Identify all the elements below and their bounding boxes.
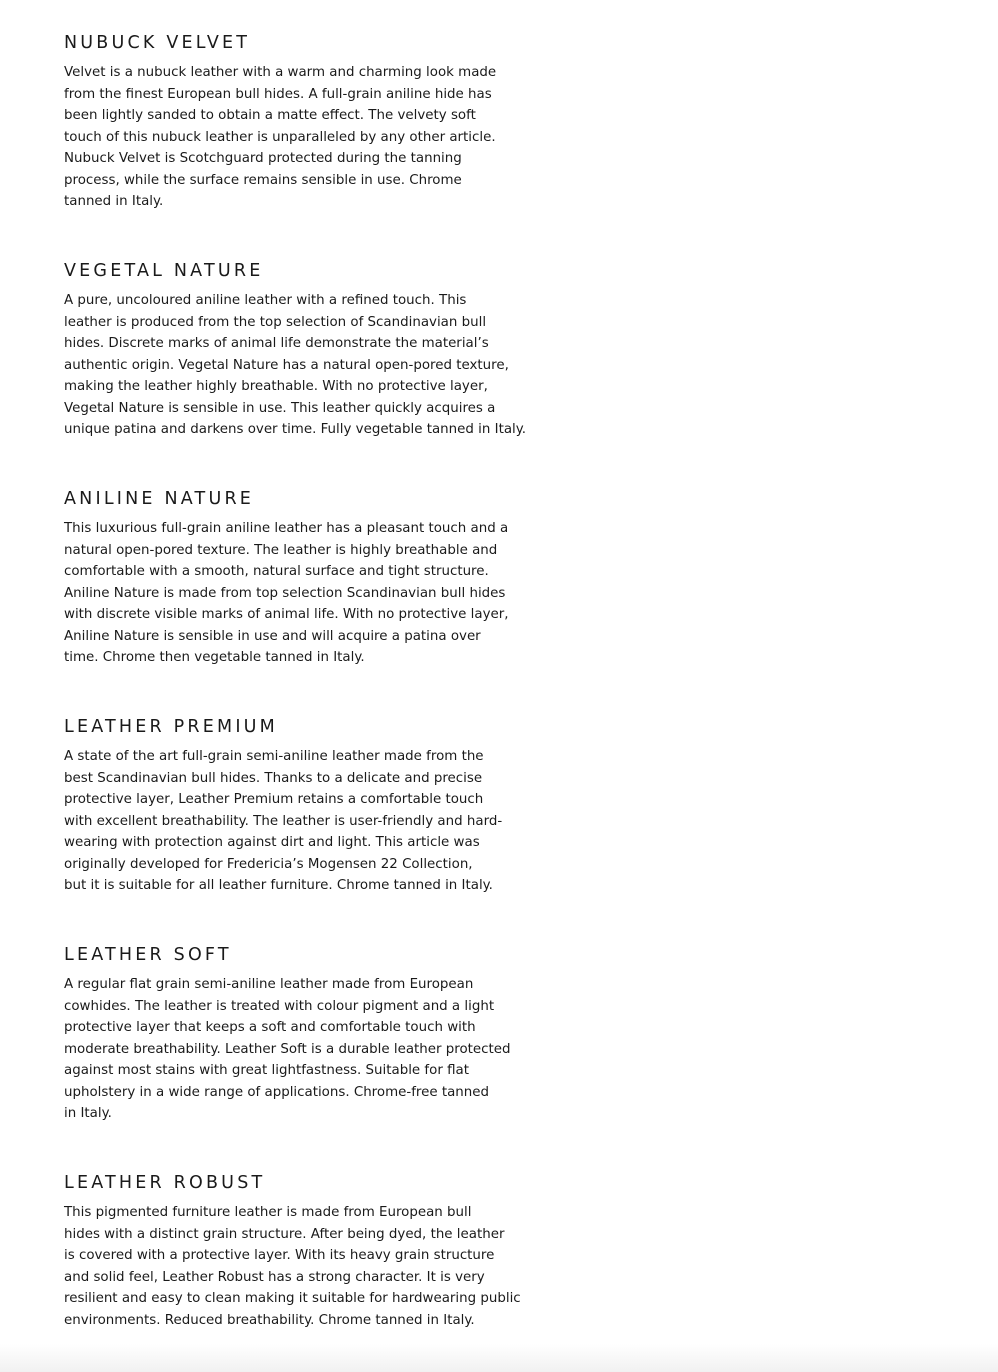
description-line: comfortable with a smooth, natural surface and tight structure. [64,564,489,579]
section-leather-soft [64,945,524,1125]
description-line: Velvet is a nubuck leather with a warm and charming look made [64,65,497,80]
description-line: originally developed for Fredericia’s Mogensen 22 Collection, [64,856,473,872]
section-leather-premium [64,717,524,897]
description-line: unique patina and darkens over time. Fully vegetable tanned in Italy. [64,422,527,437]
description-line: natural open-pored texture. The leather is highly breathable and [64,542,498,558]
description-line: making the leather highly breathable. With no protective layer, [64,379,488,394]
description-line: environments. Reduced breathability. Chrome tanned in Italy. [64,1312,475,1328]
description-line: in Italy. [64,1106,112,1121]
description-line: resilient and easy to clean making it suitable for hardwearing public [64,1291,521,1306]
description-line: and solid feel, Leather Robust has a strong character. It is very [64,1269,485,1285]
section-aniline-nature [64,489,524,669]
section-title: LEATHER ROBUST [64,1173,266,1193]
description-line: A regular flat grain semi-aniline leather made from European [64,977,474,992]
section-title: LEATHER PREMIUM [64,717,278,737]
description-line: but it is suitable for all leather furniture. Chrome tanned in Italy. [64,878,493,893]
description-line: hides. Discrete marks of animal life demonstrate the material’s [64,336,489,351]
section-description [64,518,524,669]
description-line: A state of the art full-grain semi-aniline leather made from the [64,749,484,764]
description-line: Aniline Nature is made from top selection Scandinavian bull hides [64,585,506,601]
description-line: moderate breathability. Leather Soft is a durable leather protected [64,1041,511,1057]
description-line: hides with a distinct grain structure. After being dyed, the leather [64,1226,505,1242]
description-line: touch of this nubuck leather is unparalleled by any other article. [64,129,496,145]
description-line: Aniline Nature is sensible in use and will acquire a patina over [64,628,481,644]
section-vegetal-nature [64,261,527,441]
description-line: process, while the surface remains sensible in use. Chrome [64,172,462,188]
description-line: with excellent breathability. The leather is user-friendly and hard- [64,813,503,829]
section-description [64,746,524,897]
section-nubuck-velvet [64,33,524,213]
description-line: upholstery in a wide range of applications. Chrome-free tanned [64,1084,490,1100]
section-title: LEATHER SOFT [64,945,232,965]
description-line: is covered with a protective layer. With its heavy grain structure [64,1248,495,1263]
description-line: tanned in Italy. [64,194,164,209]
description-line: A pure, uncoloured aniline leather with a refined touch. This [64,293,467,308]
description-line: Nubuck Velvet is Scotchguard protected during the tanning [64,151,462,166]
section-description [64,290,527,441]
page-bottom-shadow [0,1344,998,1372]
description-line: against most stains with great lightfastness. Suitable for flat [64,1063,469,1078]
section-description [64,1202,524,1331]
description-line: This luxurious full-grain aniline leather has a pleasant touch and a [64,521,509,536]
description-line: wearing with protection against dirt and light. This article was [64,835,480,850]
description-line: with discrete visible marks of animal life. With no protective layer, [64,607,509,622]
description-line: from the finest European bull hides. A full-grain aniline hide has [64,86,492,102]
section-description [64,62,524,213]
description-line: best Scandinavian bull hides. Thanks to a delicate and precise [64,770,483,786]
description-line: cowhides. The leather is treated with colour pigment and a light [64,998,495,1014]
section-title: ANILINE NATURE [64,489,255,509]
description-line: time. Chrome then vegetable tanned in Italy. [64,650,365,665]
section-leather-robust [64,1173,524,1331]
section-title: VEGETAL NATURE [64,261,264,281]
description-line: protective layer, Leather Premium retains a comfortable touch [64,792,484,807]
description-line: Vegetal Nature is sensible in use. This leather quickly acquires a [64,400,496,416]
description-line: This pigmented furniture leather is made from European bull [64,1205,472,1220]
section-description [64,974,524,1125]
description-line: authentic origin. Vegetal Nature has a natural open-pored texture, [64,357,509,373]
description-line: protective layer that keeps a soft and comfortable touch with [64,1020,476,1035]
section-title: NUBUCK VELVET [64,33,251,53]
description-line: leather is produced from the top selection of Scandinavian bull [64,314,487,330]
description-line: been lightly sanded to obtain a matte effect. The velvety soft [64,108,476,123]
